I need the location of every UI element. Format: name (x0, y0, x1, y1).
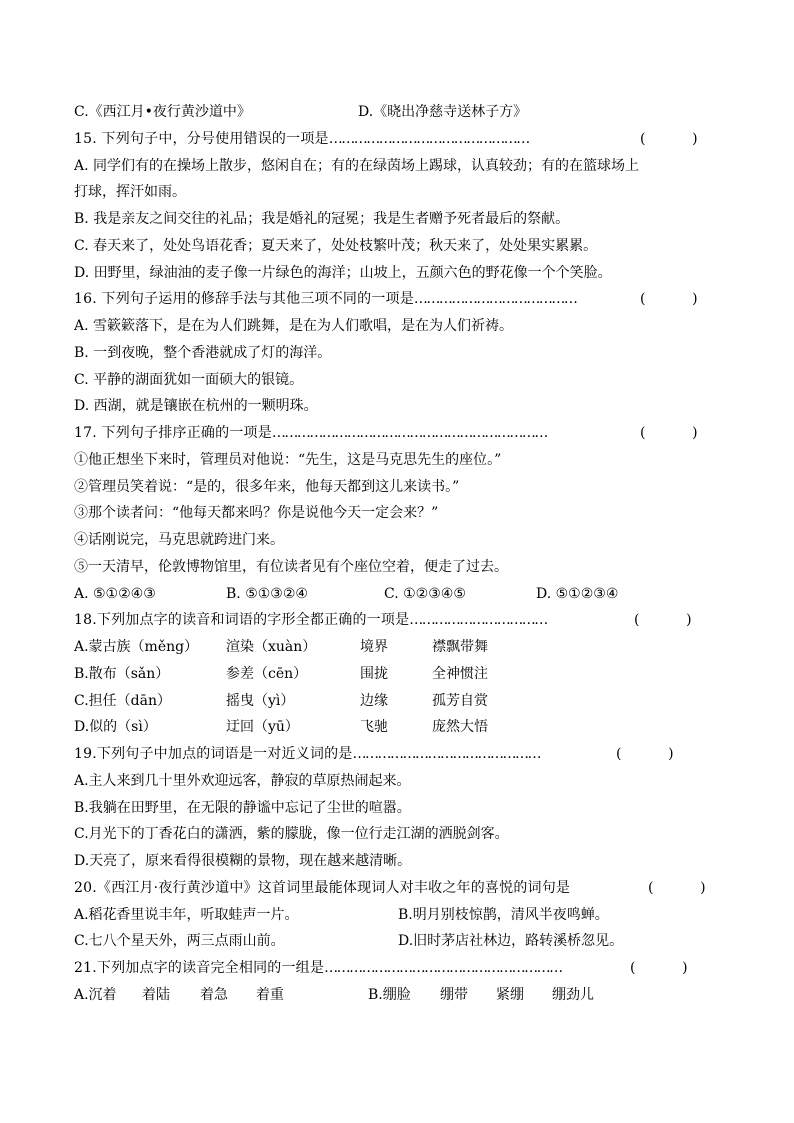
line-text: A. 雪簌簌落下，是在为人们跳舞，是在为人们歌唱，是在为人们祈祷。 (74, 318, 514, 334)
question-text: 19.下列句子中加点的词语是一对近义词的是 (74, 746, 353, 762)
line-text: ⑤一天清早，伦敦博物馆里，有位读者见有个座位空着，便走了过去。 (74, 558, 508, 575)
answer-blank: ( ) (640, 291, 698, 308)
option-cell: A.沉着 (74, 986, 117, 1003)
option-cell: C.七八个星天外，两三点雨山前。 (74, 933, 285, 950)
line-text: D.天亮了，原来看得很模糊的景物，现在越来越清晰。 (74, 853, 412, 869)
line-text: ④话刚说完，马克思就跨进门来。 (74, 532, 284, 548)
question-text: 15. 下列句子中，分号使用错误的一项是 (74, 130, 329, 147)
question-line (74, 126, 734, 152)
options-row (74, 99, 734, 125)
question-line (74, 955, 734, 981)
text-line (74, 554, 734, 580)
option-cell: D. ⑤①②③④ (536, 585, 619, 602)
text-line (74, 848, 734, 874)
options-row (74, 688, 734, 714)
option-cell: D.《晓出净慈寺送林子方》 (358, 104, 528, 120)
option-cell: 襟飘带舞 (432, 639, 488, 655)
option-cell: 绷带 (440, 986, 468, 1003)
options-row (74, 581, 734, 607)
question-line (74, 741, 734, 767)
text-line (74, 447, 734, 473)
text-line (74, 260, 734, 286)
leader-dots: ………………………………………… (328, 130, 529, 147)
option-cell: C. ①②③④⑤ (384, 585, 466, 602)
answer-blank: ( ) (640, 130, 698, 147)
option-cell: 境界 (360, 639, 388, 655)
text-line (74, 393, 734, 419)
text-line (74, 474, 734, 500)
option-cell: B.散布（sǎn） (74, 665, 170, 682)
answer-blank: ( ) (640, 425, 698, 441)
text-line (74, 153, 734, 179)
text-line (74, 367, 734, 393)
question-line (74, 420, 734, 446)
option-cell: D.旧时茅店社林边，路转溪桥忽见。 (398, 933, 624, 950)
text-line (74, 500, 734, 526)
option-cell: 围拢 (360, 665, 388, 682)
answer-blank: ( ) (630, 960, 688, 976)
options-row (74, 902, 734, 928)
leader-dots: ………………………………………………… (324, 960, 562, 976)
line-text: ③那个读者问：“他每天都来吗？你是说他今天一定会来？” (74, 505, 439, 522)
line-text: B.我躺在田野里，在无限的静谧中忘记了尘世的喧嚣。 (74, 799, 411, 816)
option-cell: C.《西江月•夜行黄沙道中》 (74, 104, 251, 120)
text-line (74, 206, 734, 232)
options-row (74, 714, 734, 740)
line-text: ②管理员笑着说：“是的，很多年来，他每天都到这儿来读书。” (74, 478, 460, 495)
text-line (74, 340, 734, 366)
options-row (74, 928, 734, 954)
text-line (74, 179, 734, 205)
option-cell: A.稻花香里说丰年，听取蛙声一片。 (74, 906, 299, 923)
option-cell: B. ⑤①③②④ (226, 585, 308, 602)
line-text: ①他正想坐下来时，管理员对他说：“先生，这是马克思先生的座位。” (74, 451, 502, 468)
options-row (74, 661, 734, 687)
option-cell: 紧绷 (496, 986, 524, 1003)
question-line (74, 607, 734, 633)
option-cell: C.担任（dān） (74, 692, 171, 709)
options-row (74, 982, 734, 1008)
option-cell: 着重 (256, 986, 284, 1003)
option-cell: A.蒙古族（měng） (74, 639, 199, 655)
question-text: 21.下列加点字的读音完全相同的一组是 (74, 960, 325, 976)
leader-dots: ………………………………… (413, 291, 577, 308)
option-cell: D.似的（sì） (74, 719, 157, 736)
option-cell: 边缘 (360, 692, 388, 709)
option-cell: A. ⑤①②④③ (74, 585, 156, 602)
option-cell: 飞驰 (360, 719, 388, 736)
question-text: 16. 下列句子运用的修辞手法与其他三项不同的一项是 (74, 291, 414, 308)
text-line (74, 821, 734, 847)
options-row (74, 634, 734, 660)
question-line (74, 875, 734, 901)
text-line (74, 233, 734, 259)
option-cell: 迂回（yū） (226, 719, 299, 736)
line-text: D. 西湖，就是镶嵌在杭州的一颗明珠。 (74, 398, 318, 415)
line-text: 打球，挥汗如雨。 (74, 184, 186, 201)
leader-dots: ………………………………………………………… (271, 425, 547, 441)
line-text: C. 春天来了，处处鸟语花香；夏天来了，处处枝繁叶茂；秋天来了，处处果实累累。 (74, 237, 598, 254)
question-text: 18.下列加点字的读音和词语的字形全都正确的一项是 (74, 612, 410, 629)
option-cell: 庞然大悟 (432, 719, 488, 736)
option-cell: B.明月别枝惊鹊，清风半夜鸣蝉。 (398, 906, 609, 923)
text-line (74, 795, 734, 821)
answer-blank: ( ) (634, 612, 692, 629)
option-cell: 渲染（xuàn） (226, 639, 317, 655)
line-text: A.主人来到几十里外欢迎远客，静寂的草原热闹起来。 (74, 772, 411, 789)
text-line (74, 527, 734, 553)
text-line (74, 313, 734, 339)
question-text: 17. 下列句子排序正确的一项是 (74, 425, 272, 441)
line-text: A. 同学们有的在操场上散步，悠闲自在；有的在绿茵场上踢球，认真较劲；有的在篮球场上 (74, 157, 640, 174)
line-text: B. 一到夜晚，整个香港就成了灯的海洋。 (74, 344, 332, 361)
line-text: D. 田野里，绿油油的麦子像一片绿色的海洋；山坡上，五颜六色的野花像一个个笑脸。 (74, 264, 612, 281)
text-line (74, 768, 734, 794)
question-line (74, 286, 734, 312)
option-cell: 孤芳自赏 (432, 692, 488, 709)
option-cell: 全神惯注 (432, 665, 488, 682)
line-text: C.月光下的丁香花白的潇洒，紫的朦胧，像一位行走江湖的洒脱剑客。 (74, 826, 509, 843)
option-cell: 摇曳（yì） (226, 692, 295, 709)
option-cell: 着陆 (142, 986, 170, 1003)
line-text: C. 平静的湖面犹如一面硕大的银镜。 (74, 371, 304, 388)
answer-blank: ( ) (648, 879, 706, 896)
option-cell: 着急 (200, 986, 228, 1003)
answer-blank: ( ) (616, 746, 674, 762)
leader-dots: …………………………… (409, 612, 547, 629)
option-cell: 绷劲儿 (552, 986, 594, 1003)
option-cell: 参差（cēn） (226, 665, 308, 682)
line-text: B. 我是亲友之间交往的礼品；我是婚礼的冠冕；我是生者赠予死者最后的祭献。 (74, 211, 570, 227)
option-cell: B.绷脸 (368, 986, 411, 1003)
leader-dots: ……………………………………… (352, 746, 540, 762)
question-text: 20.《西江月·夜行黄沙道中》这首词里最能体现词人对丰收之年的喜悦的词句是 (74, 879, 571, 896)
